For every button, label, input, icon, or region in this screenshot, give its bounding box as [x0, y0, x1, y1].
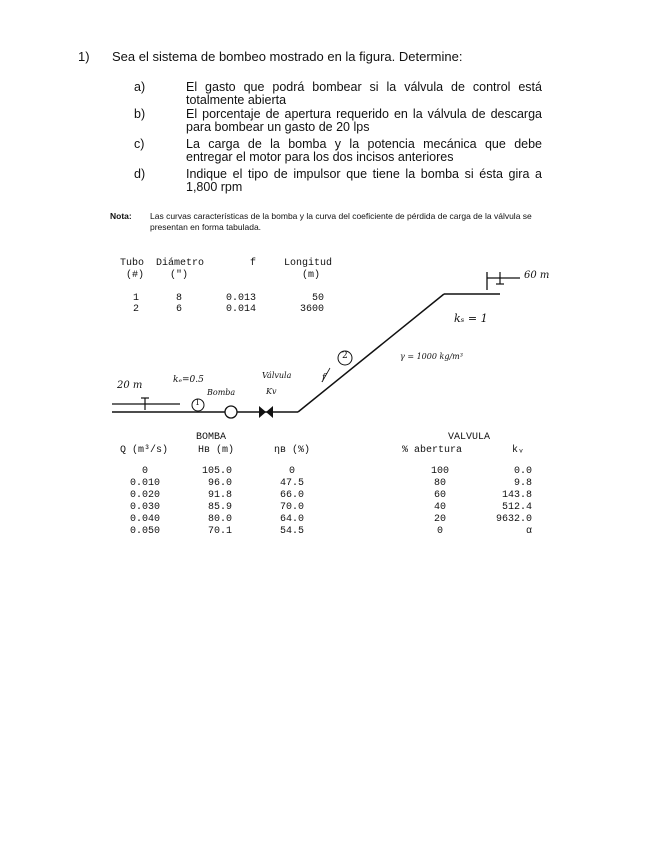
valve-table-cell: 40 [433, 502, 446, 513]
pipes-cell: 0.014 [226, 304, 257, 315]
valve-header-opening: % abertura [402, 445, 463, 456]
pipes-header-diametro: Diámetro [156, 258, 205, 269]
valve-table-cell: 80 [433, 478, 446, 489]
problem-statement: Sea el sistema de bombeo mostrado en la figura. Determine: [112, 49, 463, 64]
pump-table-title: BOMBA [196, 432, 227, 443]
item-label: c) [134, 137, 145, 151]
kv-label: Kv [266, 387, 277, 396]
pipes-cell: 50 [312, 293, 325, 304]
item-label: b) [134, 107, 146, 121]
pipes-header-tubo: Tubo [120, 258, 145, 269]
pump-table-cell: 0.040 [129, 514, 160, 525]
item-label: a) [134, 80, 146, 94]
item-text: Indique el tipo de impulsor que tiene la bomba si ésta gira a 1,800 rpm [186, 167, 542, 194]
pump-table-cell: 47.5 [279, 478, 304, 489]
pipe-1-number: 1 [195, 398, 201, 407]
valve-symbol-right-icon [266, 406, 273, 418]
pump-table-cell: 0 [288, 466, 295, 477]
pump-label: Bomba [207, 388, 236, 397]
pipes-cell: 8 [176, 293, 183, 304]
right-level-label: 60 m [524, 270, 550, 281]
pipe-2-number: 2 [342, 351, 348, 361]
pipes-cell: 3600 [300, 304, 325, 315]
pump-table-cell: 96.0 [207, 478, 232, 489]
valve-table-cell: 9.8 [513, 478, 532, 489]
note-label: Nota: [110, 211, 132, 221]
valve-table-cell: 0.0 [513, 466, 532, 477]
pipes-header-f: f [250, 258, 257, 269]
pump-table-cell: 0.030 [129, 502, 160, 513]
item-text: La carga de la bomba y la potencia mecánica que debe entregar el motor para los dos incisos anteriores [186, 137, 542, 164]
f-label: f [322, 373, 326, 383]
note-text: Las curvas características de la bomba y la curva del coeficiente de pérdida de carga de la válvula se presentan en forma tabulada. [150, 211, 532, 232]
pump-table-cell: 105.0 [201, 466, 232, 477]
pump-header-eta: ηв (%) [274, 445, 311, 456]
valve-symbol-left-icon [259, 406, 266, 418]
valve-table-cell: 0 [436, 526, 443, 537]
pipes-subheader-num: (#) [126, 270, 145, 281]
pipes-subheader-m: (m) [302, 270, 321, 281]
pump-table-cell: 0.050 [129, 526, 160, 537]
valve-table-cell: 60 [433, 490, 446, 501]
valve-table-cell: α [525, 526, 532, 537]
pipes-cell: 2 [133, 304, 140, 315]
pump-header-h: Hв (m) [198, 445, 235, 456]
pump-table-cell: 64.0 [279, 514, 304, 525]
pipes-subheader-in: (") [170, 270, 189, 281]
pump-table-cell: 0 [141, 466, 148, 477]
pump-table-cell: 70.0 [279, 502, 304, 513]
valve-table-cell: 20 [433, 514, 446, 525]
item-text: El porcentaje de apertura requerido en la válvula de descarga para bombear un gasto de 20 lps [186, 107, 542, 134]
ks-label: kₛ = 1 [454, 312, 488, 325]
pump-symbol-icon [225, 406, 237, 418]
pump-table-cell: 0.020 [129, 490, 160, 501]
pump-table-cell: 0.010 [129, 478, 160, 489]
pump-table-cell: 54.5 [279, 526, 304, 537]
pump-table-cell: 70.1 [207, 526, 232, 537]
pump-table-cell: 91.8 [207, 490, 232, 501]
specific-weight-label: γ = 1000 kg/m³ [400, 352, 463, 361]
pump-table-cell: 66.0 [279, 490, 304, 501]
pump-header-q: Q (m³/s) [120, 445, 169, 456]
valve-table-cell: 100 [430, 466, 449, 477]
valve-header-kv: kᵥ [512, 445, 525, 456]
valve-label: Válvula [262, 371, 292, 380]
valve-table-cell: 143.8 [501, 490, 532, 501]
valve-table-cell: 9632.0 [495, 514, 532, 525]
valve-table-title: VALVULA [448, 432, 491, 443]
pump-table-cell: 80.0 [207, 514, 232, 525]
left-level-label: 20 m [117, 380, 143, 391]
valve-table-cell: 512.4 [501, 502, 532, 513]
pipes-cell: 1 [133, 293, 140, 304]
pump-table-cell: 85.9 [207, 502, 232, 513]
problem-number: 1) [78, 49, 90, 64]
pipes-header-longitud: Longitud [284, 258, 333, 269]
ke-label: kₑ=0.5 [173, 375, 204, 385]
item-label: d) [134, 167, 146, 181]
pipes-cell: 6 [176, 304, 183, 315]
item-text: El gasto que podrá bombear si la válvula de control está totalmente abierta [186, 80, 542, 107]
pipes-cell: 0.013 [226, 293, 257, 304]
